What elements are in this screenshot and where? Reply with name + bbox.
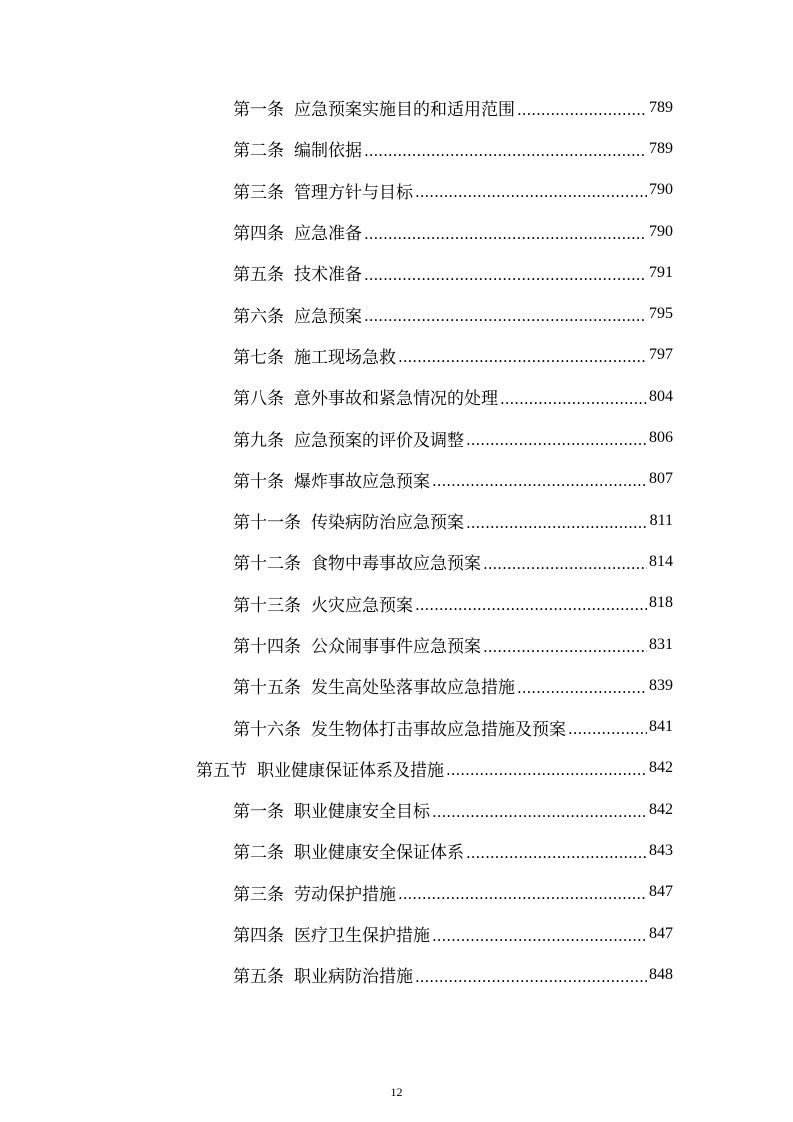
toc-entry[interactable]: [0, 376, 673, 417]
toc-entry-page: 791: [649, 263, 673, 281]
toc-entry-page: 790: [649, 222, 673, 240]
toc-entry-number: 第十四条: [233, 637, 301, 657]
toc-leader-dots: [500, 390, 647, 408]
toc-leader-dots: [415, 183, 647, 201]
toc-entry[interactable]: [0, 665, 673, 706]
toc-leader-dots: [517, 679, 647, 697]
toc-entry-title: 编制依据: [294, 141, 362, 162]
toc-entry-page: 789: [649, 98, 673, 116]
toc-entry-title: 发生物体打击事故应急措施及预案: [311, 719, 566, 740]
toc-entry-page: 795: [649, 305, 673, 323]
toc-leader-dots: [432, 927, 647, 945]
toc-entry[interactable]: [0, 459, 673, 500]
toc-leader-dots: [432, 803, 647, 821]
toc-entry-title: 火灾应急预案: [311, 595, 413, 616]
toc-entry-number: 第三条: [233, 182, 284, 203]
toc-entry-page: 818: [649, 594, 673, 612]
toc-entry[interactable]: [0, 954, 673, 995]
toc-entry-page: 847: [649, 924, 673, 942]
toc-entry-number: 第三条: [233, 884, 284, 905]
table-of-contents: [0, 87, 793, 996]
toc-entry-title: 爆炸事故应急预案: [294, 471, 430, 492]
toc-leader-dots: [415, 596, 647, 614]
toc-entry-number: 第八条: [233, 389, 284, 410]
toc-leader-dots: [466, 844, 647, 862]
toc-leader-dots: [483, 555, 647, 573]
toc-entry[interactable]: [0, 128, 673, 169]
toc-entry-title: 职业健康安全保证体系: [294, 843, 464, 864]
toc-entry[interactable]: [0, 293, 673, 334]
toc-leader-dots: [432, 472, 647, 490]
toc-entry-title: 传染病防治应急预案: [311, 513, 464, 534]
toc-entry-page: 804: [649, 387, 673, 405]
toc-entry-title: 公众闹事事件应急预案: [311, 637, 481, 657]
toc-entry-page: 842: [649, 759, 673, 777]
toc-entry-title: 医疗卫生保护措施: [294, 926, 430, 947]
toc-entry[interactable]: [0, 624, 673, 665]
toc-entry-title: 管理方针与目标: [294, 182, 413, 203]
toc-entry-title: 劳动保护措施: [294, 884, 396, 905]
toc-entry-number: 第二条: [233, 141, 284, 162]
toc-entry-page: 814: [649, 552, 673, 570]
toc-entry-page: 831: [649, 635, 673, 653]
toc-entry[interactable]: [0, 87, 673, 128]
toc-entry-page: 789: [649, 139, 673, 157]
toc-entry-number: 第十六条: [233, 719, 301, 740]
toc-entry-number: 第二条: [233, 843, 284, 864]
toc-entry[interactable]: [0, 417, 673, 458]
toc-entry-page: 848: [649, 965, 673, 983]
toc-entry-title: 职业病防治措施: [294, 967, 413, 988]
toc-entry[interactable]: [0, 335, 673, 376]
toc-leader-dots: [415, 968, 647, 986]
toc-entry[interactable]: [0, 252, 673, 293]
toc-entry-number: 第五条: [233, 967, 284, 988]
toc-leader-dots: [446, 761, 647, 779]
toc-entry-title: 食物中毒事故应急预案: [311, 554, 481, 575]
toc-entry-title: 职业健康保证体系及措施: [257, 760, 444, 781]
toc-entry-number: 第十二条: [233, 554, 301, 575]
toc-entry-number: 第四条: [233, 224, 284, 245]
toc-entry-page: 843: [649, 841, 673, 859]
toc-entry-number: 第十五条: [233, 678, 301, 699]
toc-entry-page: 797: [649, 346, 673, 364]
toc-entry-title: 职业健康安全目标: [294, 802, 430, 823]
toc-entry-title: 应急预案的评价及调整: [294, 430, 464, 451]
toc-entry-title: 施工现场急救: [294, 347, 396, 368]
toc-entry[interactable]: [0, 500, 673, 541]
toc-entry-title: 应急预案: [294, 306, 362, 327]
toc-entry-number: 第四条: [233, 926, 284, 947]
toc-entry-title: 技术准备: [294, 265, 362, 286]
toc-entry-number: 第十三条: [233, 595, 301, 616]
toc-entry[interactable]: [0, 872, 673, 913]
toc-leader-dots: [568, 720, 647, 738]
toc-leader-dots: [364, 225, 647, 243]
toc-entry[interactable]: [0, 541, 673, 582]
toc-leader-dots: [398, 348, 647, 366]
toc-entry-page: 841: [649, 718, 673, 736]
toc-section-entry[interactable]: [0, 748, 673, 789]
toc-entry-page: 839: [649, 676, 673, 694]
toc-entry-number: 第五节: [196, 760, 247, 781]
toc-leader-dots: [364, 266, 647, 284]
toc-leader-dots: [517, 101, 647, 119]
toc-entry-title: 应急准备: [294, 224, 362, 245]
toc-entry-page: 790: [649, 181, 673, 199]
toc-entry-number: 第七条: [233, 347, 284, 368]
toc-leader-dots: [483, 638, 647, 656]
toc-entry-title: 意外事故和紧急情况的处理: [294, 389, 498, 410]
toc-entry[interactable]: [0, 170, 673, 211]
toc-leader-dots: [398, 885, 647, 903]
toc-leader-dots: [364, 307, 647, 325]
toc-leader-dots: [466, 514, 648, 532]
toc-entry-title: 应急预案实施目的和适用范围: [294, 100, 515, 121]
toc-entry-title: 发生高处坠落事故应急措施: [311, 678, 515, 699]
toc-entry-number: 第一条: [233, 100, 284, 121]
toc-entry[interactable]: [0, 913, 673, 954]
toc-entry-number: 第九条: [233, 430, 284, 451]
toc-entry-page: 842: [649, 800, 673, 818]
toc-entry-page: 811: [649, 511, 673, 529]
page-number: 12: [390, 1085, 403, 1099]
toc-entry[interactable]: [0, 830, 673, 871]
toc-entry-page: 807: [649, 470, 673, 488]
toc-entry-page: 847: [649, 883, 673, 901]
toc-entry[interactable]: [0, 706, 673, 747]
toc-entry[interactable]: [0, 211, 673, 252]
toc-leader-dots: [466, 431, 647, 449]
toc-entry-number: 第十一条: [233, 513, 301, 534]
toc-leader-dots: [364, 142, 647, 160]
toc-entry[interactable]: [0, 789, 673, 830]
toc-entry[interactable]: [0, 583, 673, 624]
toc-entry-number: 第十条: [233, 471, 284, 492]
toc-entry-page: 806: [649, 429, 673, 447]
toc-entry-number: 第五条: [233, 265, 284, 286]
toc-entry-number: 第一条: [233, 802, 284, 823]
toc-entry-number: 第六条: [233, 306, 284, 327]
